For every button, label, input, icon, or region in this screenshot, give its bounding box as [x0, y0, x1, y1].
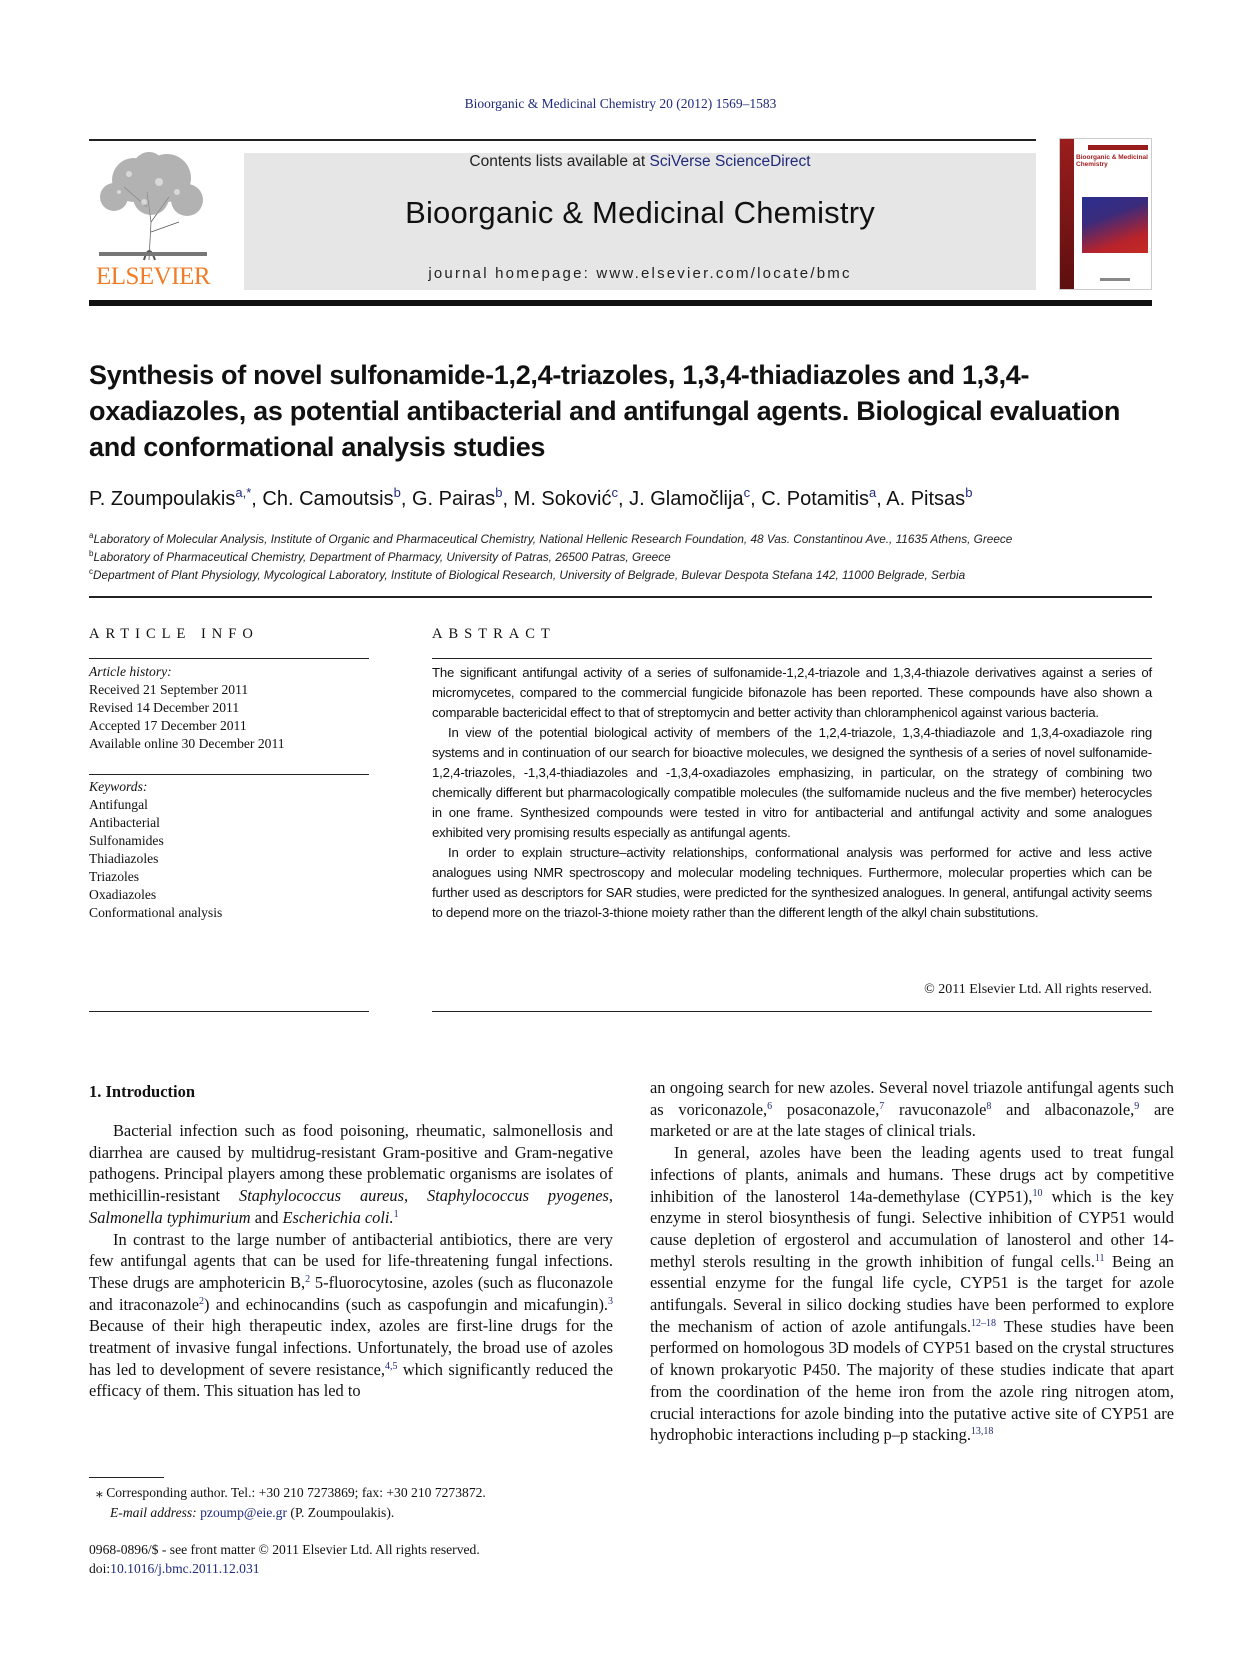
history-received: Received 21 September 2011 [89, 682, 249, 697]
reference-link[interactable]: 13,18 [970, 1426, 994, 1438]
article-history [89, 663, 369, 753]
cover-bar [1088, 145, 1148, 150]
body-paragraph: Bacterial infection such as food poisoning, rheumatic, salmonellosis and diarrhea are caused by multidrug-resistant Gram-positive and Gram-negative pathogens. Principal players among these problematic organisms are isolates of methicillin-resistant Staphylococcus aureus, Staphylococcus pyogenes, Salmonella typhimurium and Escherichia coli.$^1$ [89, 1121, 613, 1227]
abstract-heading: ABSTRACT [432, 626, 556, 642]
header-thick-rule [89, 300, 1152, 306]
keywords-rule [89, 774, 369, 775]
abstract-paragraph: In view of the potential biological activity of members of the 1,2,4-triazole, 1,3,4-thiadiazole and 1,3,4-oxadiazole ring systems and in continuation of our search for bioactive molecules, we designed the synthesis of a series of novel sulfonamide-1,2,4-triazoles, -1,3,4-thiadiazoles and -1,3,4-oxadiazoles emphasizing, in particular, on the strategy of combining two chemically different but pharmacologically compatible molecules (the sulfomamide nucleus and the five member) heterocycles in one frame. Synthesized compounds were tested in vitro for antibacterial and antifungal activity and some analogues exhibited very promising results especially as antifungal agents. [432, 725, 1152, 840]
keywords [89, 778, 369, 922]
reference-link[interactable]: 7 [879, 1100, 885, 1112]
keyword: Antifungal [89, 797, 148, 812]
abstract-rule [432, 658, 1152, 659]
keyword: Thiadiazoles [89, 851, 159, 866]
keyword: Oxadiazoles [89, 887, 157, 902]
author[interactable]: M. Soković$^c$ [513, 485, 618, 510]
author-affil-sup[interactable]: b [495, 485, 503, 500]
body-paragraph: In contrast to the large number of antibacterial antibiotics, there are very few antifungal agents that can be used for life-threatening fungal infections. These drugs are amphotericin B,$^2$ 5-fluorocytosine, azoles (such as fluconazole and itraconazole$^2$) and echinocandins (such as caspofungin and micafungin).$^3$ Because of their high therapeutic index, azoles are first-line drugs for the treatment of invasive fungal infections. Unfortunately, the broad use of azoles has led to development of severe resistance,$^{4,5}$ which significantly reduced the efficacy of them. This situation has led to [89, 1229, 614, 1401]
elsevier-wordmark: ELSEVIER [95, 263, 211, 290]
front-matter-line: 0968-0896/$ - see front matter © 2011 Elsevier Ltd. All rights reserved. [89, 1542, 480, 1557]
reference-link[interactable]: 4,5 [384, 1360, 398, 1372]
article-history-label: Article history: [89, 664, 172, 679]
author[interactable]: G. Pairas$^b$ [411, 485, 503, 510]
reference-link[interactable]: 6 [767, 1100, 773, 1112]
article-info-bottom-rule [89, 1011, 369, 1012]
keywords-label: Keywords: [89, 779, 148, 794]
abstract-paragraph: In order to explain structure–activity relationships, conformational analysis was performed for active and less active analogues using NMR spectroscopy and molecular modeling techniques. Furthermore, molecular properties which can be further used as descriptors for SAR studies, were predicted for the synthesized analogues. In general, antifungal activity seems to depend more on the triazol-3-thione moiety rather than the different length of the alkyl chain substitutions. [432, 845, 1152, 920]
cover-title-line1: Bioorganic & Medicinal [1076, 154, 1148, 161]
reference-link[interactable]: 10 [1032, 1187, 1043, 1199]
author-affil-sup[interactable]: a [869, 485, 877, 500]
reference-link[interactable]: 1 [393, 1208, 399, 1220]
doi-line: doi:10.1016/j.bmc.2011.12.031 [89, 1561, 260, 1576]
journal-masthead [244, 153, 1036, 290]
history-online: Available online 30 December 2011 [89, 736, 285, 751]
affiliations [89, 530, 1152, 584]
sciencedirect-link[interactable]: SciVerse ScienceDirect [649, 153, 811, 170]
keyword: Triazoles [89, 869, 140, 884]
issn-block [89, 1540, 649, 1578]
contents-prefix: Contents lists available at [469, 153, 650, 170]
reference-link[interactable]: 9 [1134, 1100, 1140, 1112]
reference-link[interactable]: 2 [305, 1273, 311, 1285]
affiliation-rule [89, 596, 1152, 598]
author[interactable]: A. Pitsas$^b$ [886, 485, 973, 510]
author[interactable]: P. Zoumpoulakis$^{a,*}$ [89, 485, 252, 510]
doi-link[interactable]: 10.1016/j.bmc.2011.12.031 [110, 1561, 260, 1576]
affiliation-a: $^a$Laboratory of Molecular Analysis, Institute of Organic and Pharmaceutical Chemistry, National Hellenic Research Foundation, 48 Vas. Constantinou Ave., 11635 Athens, Greece [89, 531, 1013, 546]
journal-cover-thumbnail[interactable] [1059, 138, 1152, 290]
abstract-paragraph: The significant antifungal activity of a series of sulfonamide-1,2,4-triazole and 1,3,4-thiazole derivatives against a series of micromycetes, compared to the commercial fungicide bifonazole has been reported. These compounds have also shown a comparable bactericidal effect to that of streptomycin and better activity than chloramphenicol against various bacteria. [432, 665, 1152, 720]
body-paragraph: In general, azoles have been the leading agents used to treat fungal infections of plants, animals and humans. These drugs act by competitive inhibition of the lanosterol 14a-demethylase (CYP51),$^{10}$ which is the key enzyme in sterol biosynthesis of fungi. Selective inhibition of CYP51 would cause depletion of ergosterol and accumulation of lanosterol and other 14-methyl sterols resulting in the growth inhibition of fungal cells.$^{11}$ Being an essential enzyme for the fungal life cycle, CYP51 is the target for azole antifungals. Several in silico docking studies have been performed to explore the mechanism of action of azole antifungals.$^{12-18}$ These studies have been performed on homologous 3D models of CYP51 based on the crystal structures of known prokaryotic P450. The majority of these studies indicate that apart from the coordination of the heme iron from the azole ring nitrogen atom, crucial interactions for azole binding into the putative active site of CYP51 are hydrophobic interactions including p–p stacking.$^{13,18}$ [650, 1143, 1174, 1445]
cover-footer [1100, 278, 1130, 281]
reference-link[interactable]: 8 [986, 1100, 992, 1112]
journal-citation-link[interactable]: Bioorganic & Medicinal Chemistry 20 (2012) 1569–1583 [464, 96, 777, 111]
author-affil-sup[interactable]: a,* [235, 485, 252, 500]
email-link[interactable]: pzoump@eie.gr [200, 1505, 288, 1520]
affiliation-b: $^b$Laboratory of Pharmaceutical Chemistry, Department of Pharmacy, University of Patras, 26500 Patras, Greece [89, 549, 671, 564]
reference-link[interactable]: 3 [608, 1295, 614, 1307]
author-affil-sup[interactable]: c [743, 485, 751, 500]
reference-link[interactable]: 11 [1094, 1252, 1105, 1264]
author[interactable]: J. Glamočlija$^c$ [629, 485, 751, 510]
article-info-rule [89, 658, 369, 659]
reference-link[interactable]: 12–18 [971, 1317, 997, 1329]
author-affil-sup[interactable]: b [965, 485, 973, 500]
author[interactable]: Ch. Camoutsis$^b$ [262, 485, 401, 510]
elsevier-logo[interactable] [89, 152, 217, 290]
abstract-copyright: © 2011 Elsevier Ltd. All rights reserved. [924, 982, 1152, 997]
history-accepted: Accepted 17 December 2011 [89, 718, 247, 733]
body-paragraph: an ongoing search for new azoles. Several novel triazole antifungal agents such as voriconazole,$^6$ posaconazole,$^7$ ravuconazole$^8$ and albaconazole,$^9$ are marketed or are at the late stages of clinical trials. [650, 1078, 1174, 1141]
cover-image [1082, 197, 1148, 253]
article-title: Synthesis of novel sulfonamide-1,2,4-triazoles, 1,3,4-thiadiazoles and 1,3,4-oxadiazoles, as potential antibacterial and antifungal agents. Biological evaluation and conformational analysis studies [89, 360, 1121, 462]
article-info-heading: ARTICLE INFO [89, 626, 259, 642]
cover-spine [1060, 139, 1074, 289]
journal-homepage-link[interactable]: journal homepage: www.elsevier.com/locate/bmc [428, 265, 852, 282]
body-column-right [650, 1077, 1174, 1446]
cover-title [1076, 154, 1148, 168]
keyword: Sulfonamides [89, 833, 164, 848]
affiliation-c: $^c$Department of Plant Physiology, Mycological Laboratory, Institute of Biological Research, University of Belgrade, Bulevar Despota Stefana 142, 11000 Belgrade, Serbia [89, 567, 966, 582]
keyword: Antibacterial [89, 815, 160, 830]
abstract-bottom-rule [432, 1011, 1152, 1012]
cover-title-line2: Chemistry [1076, 161, 1108, 168]
history-revised: Revised 14 December 2011 [89, 700, 240, 715]
elsevier-tree-icon [89, 152, 217, 262]
footnote-rule [89, 1477, 164, 1478]
abstract-body [432, 663, 1152, 923]
author-list: P. Zoumpoulakis$^{a,*}$, Ch. Camoutsis$^b$, G. Pairas$^b$, M. Soković$^c$, J. Glamočlija$^c$, C. Potamitis$^a$, A. Pitsas$^b$ [89, 485, 973, 510]
author-affil-sup[interactable]: c [611, 485, 618, 500]
email-line: E-mail address: pzoump@eie.gr (P. Zoumpoulakis). [110, 1505, 395, 1520]
keyword: Conformational analysis [89, 905, 223, 920]
header-rule [89, 139, 1036, 141]
reference-link[interactable]: 2 [199, 1295, 205, 1307]
author-affil-sup[interactable]: b [393, 485, 401, 500]
corresponding-author-footnote [96, 1483, 616, 1523]
section-heading-introduction: 1. Introduction [89, 1082, 196, 1101]
journal-name: Bioorganic & Medicinal Chemistry [405, 195, 875, 230]
body-column-left [89, 1120, 613, 1402]
asterisk-icon: ⁎ [96, 1485, 103, 1500]
author[interactable]: C. Potamitis$^a$ [761, 485, 877, 510]
contents-line [244, 153, 1036, 171]
corresponding-author-line: ⁎ Corresponding author. Tel.: +30 210 7273869; fax: +30 210 7273872. [96, 1485, 486, 1500]
